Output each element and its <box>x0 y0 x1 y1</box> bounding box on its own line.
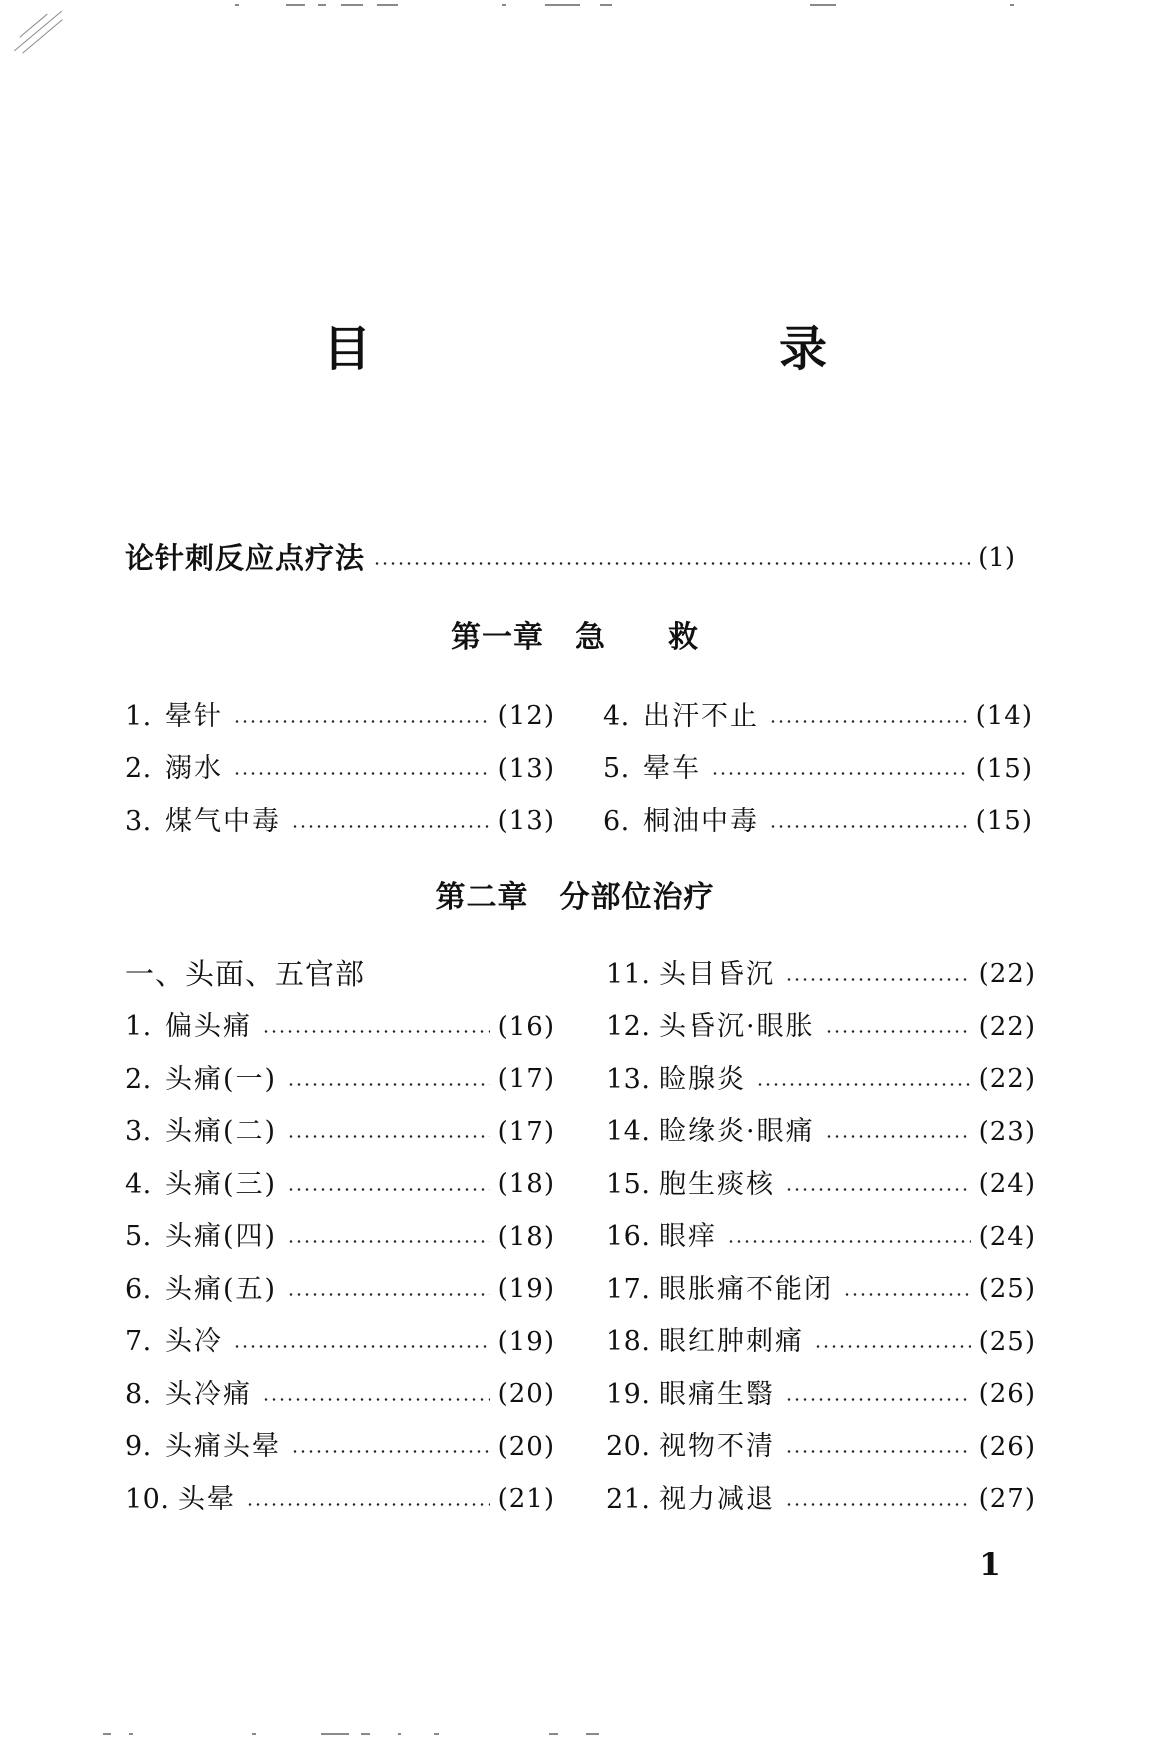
entry-number: 5. <box>125 1221 152 1253</box>
entry-number: 8. <box>125 1378 152 1410</box>
leader-dots <box>825 1029 971 1034</box>
entry-number: 16. <box>606 1221 651 1253</box>
bottom-scan-marks <box>0 1728 1150 1742</box>
entry-number: 11. <box>606 958 651 990</box>
entry-page: (17) <box>497 1064 555 1095</box>
entry-number: 4. <box>603 700 630 732</box>
entry-label: 头晕 <box>178 1483 236 1515</box>
leader-dots <box>233 719 490 724</box>
leader-dots <box>785 1502 971 1507</box>
entry-page: (25) <box>978 1326 1036 1357</box>
entry-label: 头目昏沉 <box>659 958 775 990</box>
toc-entry <box>606 1368 1036 1421</box>
entry-number: 4. <box>125 1168 152 1200</box>
entry-number: 1. <box>125 1011 152 1043</box>
toc-entry <box>125 1316 555 1369</box>
leader-dots <box>769 824 968 829</box>
entry-label: 眼红肿刺痛 <box>659 1326 804 1358</box>
entry-page: (17) <box>497 1116 555 1147</box>
leader-dots <box>233 771 490 776</box>
entry-label: 头痛头晕 <box>165 1431 281 1463</box>
leader-dots <box>262 1397 490 1402</box>
entry-page: (18) <box>497 1169 555 1200</box>
entry-page: (19) <box>497 1326 555 1357</box>
leader-dots <box>287 1134 490 1139</box>
entry-label: 头痛(二) <box>165 1116 278 1148</box>
toc-entry <box>125 1001 555 1054</box>
entry-page: (24) <box>978 1221 1036 1252</box>
entry-number: 6. <box>603 805 630 837</box>
leader-dots <box>233 1344 490 1349</box>
toc-entry <box>125 795 555 848</box>
toc-entry <box>606 1106 1036 1159</box>
entry-label: 头冷痛 <box>165 1378 252 1410</box>
leader-dots <box>262 1029 490 1034</box>
entry-page: (22) <box>978 959 1036 990</box>
leader-dots <box>291 1449 490 1454</box>
toc-entry <box>125 1473 555 1526</box>
entry-number: 7. <box>125 1326 152 1358</box>
entry-label: 头昏沉·眼胀 <box>659 1011 815 1043</box>
section-heading <box>125 948 555 1001</box>
chapter-one-heading: 第一章 急 救 <box>451 620 699 655</box>
entry-page: (20) <box>497 1431 555 1462</box>
entry-page: (21) <box>497 1484 555 1515</box>
entry-label: 煤气中毒 <box>165 805 281 837</box>
toc-entry <box>606 1053 1036 1106</box>
leader-dots <box>727 1239 971 1244</box>
leader-dots <box>769 719 968 724</box>
toc-entry <box>125 1106 555 1159</box>
entry-number: 9. <box>125 1431 152 1463</box>
entry-page: (24) <box>978 1169 1036 1200</box>
entry-label: 睑腺炎 <box>659 1063 746 1095</box>
entry-label: 偏头痛 <box>165 1011 252 1043</box>
chapter-two-left-column <box>125 948 555 1526</box>
entry-page: (26) <box>978 1379 1036 1410</box>
leader-dots <box>373 561 970 566</box>
entry-number: 2. <box>125 753 152 785</box>
entry-page: (15) <box>975 806 1033 837</box>
toc-entry <box>125 1211 555 1264</box>
entry-number: 10. <box>125 1483 170 1515</box>
entry-label: 视力减退 <box>659 1483 775 1515</box>
entry-page: (20) <box>497 1379 555 1410</box>
entry-label: 睑缘炎·眼痛 <box>659 1116 815 1148</box>
toc-entry <box>606 1263 1036 1316</box>
toc-entry <box>606 1473 1036 1526</box>
intro-entry <box>125 540 1015 576</box>
leader-dots <box>785 977 971 982</box>
toc-entry <box>606 948 1036 1001</box>
toc-entry <box>603 743 1033 796</box>
toc-entry <box>603 690 1033 743</box>
entry-label: 眼痛生翳 <box>659 1378 775 1410</box>
toc-entry <box>606 1421 1036 1474</box>
table-of-contents-title: 目 录 <box>322 321 931 377</box>
leader-dots <box>291 824 490 829</box>
leader-dots <box>287 1082 490 1087</box>
entry-page: (14) <box>975 701 1033 732</box>
entry-label: 头痛(一) <box>165 1063 278 1095</box>
leader-dots <box>825 1134 971 1139</box>
entry-page: (15) <box>975 753 1033 784</box>
chapter-two-right-column <box>606 948 1036 1526</box>
toc-entry <box>125 690 555 743</box>
entry-label: 眼胀痛不能闭 <box>659 1273 833 1305</box>
toc-entry <box>606 1001 1036 1054</box>
leader-dots <box>711 771 968 776</box>
leader-dots <box>785 1187 971 1192</box>
leader-dots <box>287 1187 490 1192</box>
toc-entry <box>603 795 1033 848</box>
entry-number: 21. <box>606 1483 651 1515</box>
entry-number: 20. <box>606 1431 651 1463</box>
entry-number: 19. <box>606 1378 651 1410</box>
toc-entry <box>125 1263 555 1316</box>
toc-entry <box>606 1316 1036 1369</box>
leader-dots <box>287 1292 490 1297</box>
leader-dots <box>287 1239 490 1244</box>
entry-label: 晕针 <box>165 700 223 732</box>
top-scan-marks <box>0 0 1150 20</box>
entry-label: 头痛(三) <box>165 1168 278 1200</box>
entry-label: 头痛(五) <box>165 1273 278 1305</box>
leader-dots <box>814 1344 971 1349</box>
toc-entry <box>125 1158 555 1211</box>
entry-page: (13) <box>497 806 555 837</box>
entry-label: 头冷 <box>165 1326 223 1358</box>
toc-entry <box>125 743 555 796</box>
leader-dots <box>785 1397 971 1402</box>
intro-entry-label: 论针刺反应点疗法 <box>125 540 366 575</box>
entry-page: (13) <box>497 753 555 784</box>
chapter-one-right-column <box>603 690 1033 848</box>
leader-dots <box>785 1449 971 1454</box>
entry-page: (22) <box>978 1011 1036 1042</box>
section-label: 一、头面、五官部 <box>125 956 366 991</box>
toc-entry <box>606 1158 1036 1211</box>
entry-page: (16) <box>497 1011 555 1042</box>
page-number: 1 <box>979 1547 1001 1583</box>
entry-number: 12. <box>606 1011 651 1043</box>
chapter-two-heading: 第二章 分部位治疗 <box>435 880 715 915</box>
entry-label: 头痛(四) <box>165 1221 278 1253</box>
toc-entry <box>125 1053 555 1106</box>
entry-number: 3. <box>125 805 152 837</box>
toc-entry <box>125 1368 555 1421</box>
toc-entry <box>606 1211 1036 1264</box>
entry-number: 14. <box>606 1116 651 1148</box>
entry-number: 17. <box>606 1273 651 1305</box>
entry-label: 溺水 <box>165 753 223 785</box>
entry-page: (23) <box>978 1116 1036 1147</box>
entry-label: 胞生痰核 <box>659 1168 775 1200</box>
chapter-one-left-column <box>125 690 555 848</box>
entry-number: 1. <box>125 700 152 732</box>
entry-number: 3. <box>125 1116 152 1148</box>
intro-entry-page: (1) <box>978 543 1015 573</box>
entry-number: 6. <box>125 1273 152 1305</box>
entry-label: 眼痒 <box>659 1221 717 1253</box>
entry-page: (18) <box>497 1221 555 1252</box>
entry-page: (19) <box>497 1274 555 1305</box>
entry-label: 晕车 <box>643 753 701 785</box>
entry-number: 5. <box>603 753 630 785</box>
entry-page: (22) <box>978 1064 1036 1095</box>
toc-entry <box>125 1421 555 1474</box>
entry-page: (27) <box>978 1484 1036 1515</box>
entry-label: 视物不清 <box>659 1431 775 1463</box>
entry-label: 桐油中毒 <box>643 805 759 837</box>
watermark-stamp-icon <box>2 4 74 58</box>
leader-dots <box>756 1082 971 1087</box>
leader-dots <box>843 1292 971 1297</box>
entry-page: (26) <box>978 1431 1036 1462</box>
entry-page: (12) <box>497 701 555 732</box>
entry-number: 13. <box>606 1063 651 1095</box>
leader-dots <box>246 1502 490 1507</box>
entry-label: 出汗不止 <box>643 700 759 732</box>
entry-number: 2. <box>125 1063 152 1095</box>
entry-number: 18. <box>606 1326 651 1358</box>
entry-number: 15. <box>606 1168 651 1200</box>
entry-page: (25) <box>978 1274 1036 1305</box>
